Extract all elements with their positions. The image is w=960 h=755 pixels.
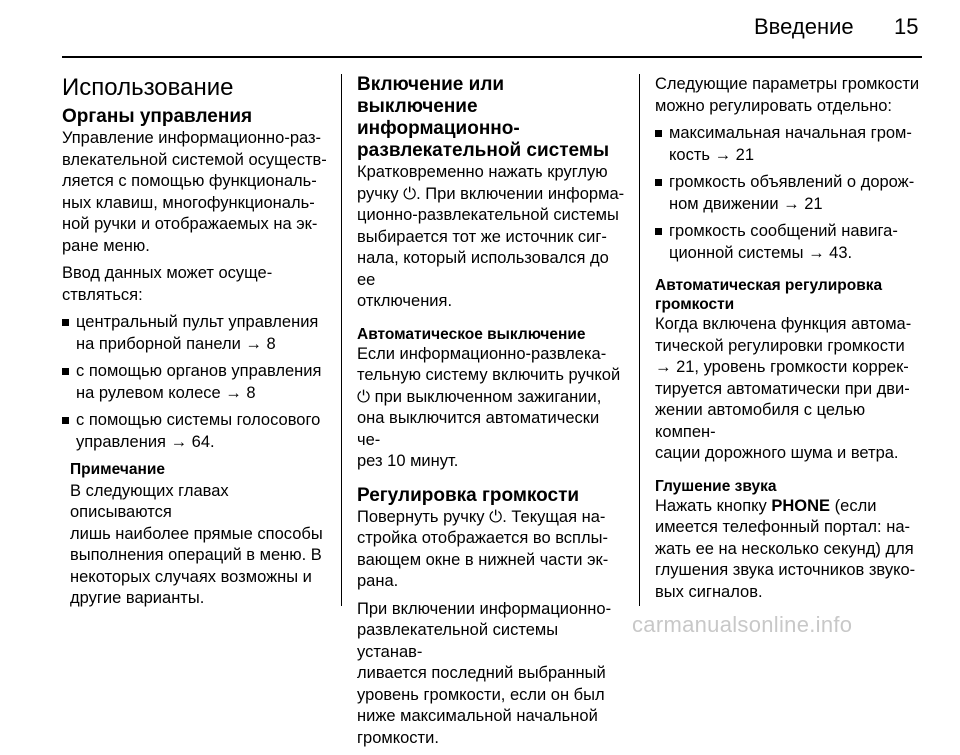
phone-button-label: PHONE xyxy=(771,496,831,515)
note-text: В следующих главах описываются лишь наиболее прямые способы выполнения операций в меню. В некоторых случаях возможны и другие варианты. xyxy=(70,481,323,607)
section-title: Использование xyxy=(62,74,234,101)
volume-params-intro: Следующие параметры громкости можно регулировать отдельно: xyxy=(655,75,920,115)
column-divider-2 xyxy=(639,74,640,606)
auto-off-title: Автоматическое выключение xyxy=(357,325,586,343)
column-1 xyxy=(62,74,330,610)
column-3 xyxy=(655,74,927,609)
note-title: Примечание xyxy=(70,461,165,478)
list-item: громкость сообщений навига- ционной системы → 43. xyxy=(655,221,927,264)
header-title: Введение xyxy=(754,14,854,39)
column-divider-1 xyxy=(341,74,342,606)
subsection-title: Органы управления xyxy=(62,106,253,127)
note-box xyxy=(70,459,330,610)
volume-paragraph-1: Повернуть ручку ⏻. Текущая на- стройка отображается во всплы- вающем окне в нижней части эк- рана. xyxy=(357,507,609,590)
volume-params-list xyxy=(655,123,927,264)
intro-paragraph: Управление информационно-раз- влекательной системой осуществ- ляется с помощью функциональ- ных клавиш, многофункциональ- ной ручки и отображаемых на эк- ране меню. xyxy=(62,129,327,255)
mute-text-post: (если имеется телефонный портал: на- жать ее на несколько секунд) для глушения звука источников звуко- вых сигналов. xyxy=(655,496,916,601)
watermark: carmanualsonline.info xyxy=(632,612,853,637)
auto-volume-title: Автоматическая регулировка громкости xyxy=(655,277,883,313)
power-section-title: Включение или выключение информационно- развлекательной системы xyxy=(357,74,610,161)
column-2 xyxy=(357,74,625,755)
mute-paragraph xyxy=(655,496,927,604)
page-number: 15 xyxy=(894,14,919,39)
page-header xyxy=(0,0,960,60)
volume-paragraph-2: При включении информационно- развлекательной системы устанав- ливается последний выбранный уровень громкости, если он был ниже максимальной начальной громкости. xyxy=(357,599,612,747)
header-rule xyxy=(62,56,922,58)
list-item: центральный пульт управления на приборной панели → 8 xyxy=(62,312,330,355)
input-paragraph: Ввод данных может осуще- ствляться: xyxy=(62,264,273,304)
list-item: с помощью системы голосового управления → 64. xyxy=(62,410,330,453)
auto-off-paragraph: Если информационно-развлека- тельную систему включить ручкой ⏻ при выключенном зажигании, она выключится автоматически че- рез 10 минут. xyxy=(357,344,621,470)
volume-section-title: Регулировка громкости xyxy=(357,484,580,506)
list-item: громкость объявлений о дорож- ном движении → 21 xyxy=(655,172,927,215)
power-paragraph: Кратковременно нажать круглую ручку ⏻. При включении информа- ционно-развлекательной системы выбирается тот же источник сиг- нала, который использовался до ее отключения. xyxy=(357,163,625,310)
input-methods-list xyxy=(62,312,330,453)
mute-text-pre: Нажать кнопку xyxy=(655,496,772,515)
list-item: с помощью органов управления на рулевом колесе → 8 xyxy=(62,361,330,404)
list-item: максимальная начальная гром- кость → 21 xyxy=(655,123,927,166)
auto-volume-paragraph: Когда включена функция автома- тической регулировки громкости → 21, уровень громкости коррек- тируется автоматически при дви- жении автомобиля с целью компен- сации дорожного шума и ветра. xyxy=(655,315,912,462)
mute-title: Глушение звука xyxy=(655,477,777,495)
